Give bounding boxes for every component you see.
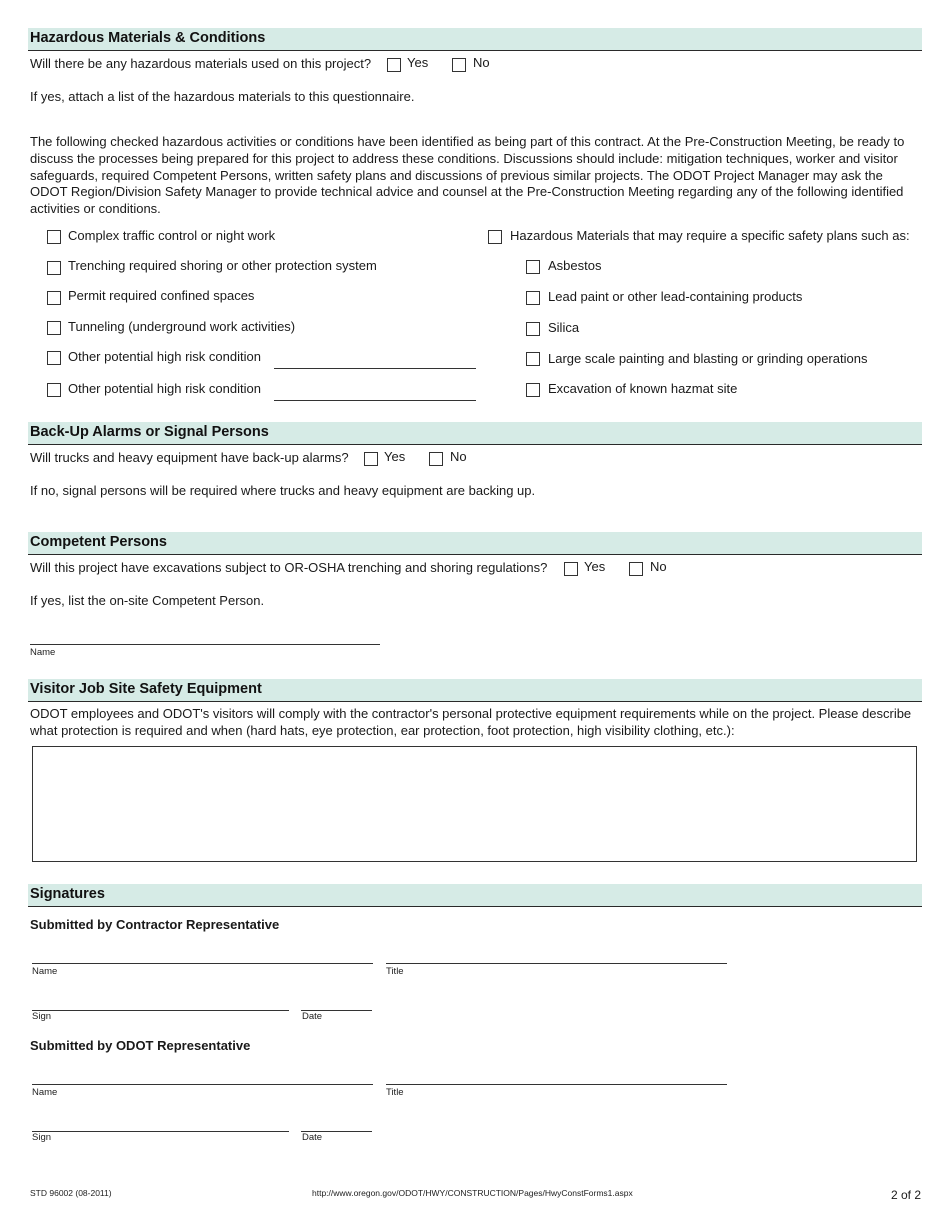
checkbox-silica[interactable] (526, 322, 540, 336)
name-label: Name (32, 1087, 58, 1098)
no-label: No (450, 449, 467, 464)
yes-label: Yes (407, 55, 429, 70)
other-risk-1-input[interactable] (274, 368, 476, 369)
item-label: Other potential high risk condition (68, 381, 261, 396)
name-label: Name (30, 647, 56, 658)
competent-no-checkbox[interactable] (629, 562, 643, 576)
item-label: Permit required confined spaces (68, 288, 255, 303)
yes-label: Yes (584, 559, 606, 574)
item-label: Tunneling (underground work activities) (68, 319, 296, 334)
contractor-name-input[interactable] (32, 963, 373, 964)
odot-sign-input[interactable] (32, 1131, 289, 1132)
item-label: Excavation of known hazmat site (548, 381, 738, 396)
other-risk-2-input[interactable] (274, 400, 476, 401)
odot-rep-title: Submitted by ODOT Representative (30, 1038, 251, 1053)
checkbox-painting-blasting[interactable] (526, 352, 540, 366)
backup-question: Will trucks and heavy equipment have back-up alarms? (30, 450, 349, 465)
hazmat-note: If yes, attach a list of the hazardous materials to this questionnaire. (30, 89, 415, 104)
backup-no-checkbox[interactable] (429, 452, 443, 466)
competent-note: If yes, list the on-site Competent Person. (30, 593, 265, 608)
checkbox-asbestos[interactable] (526, 260, 540, 274)
item-label: Trenching required shoring or other protection system (68, 258, 377, 273)
odot-name-input[interactable] (32, 1084, 373, 1085)
checkbox-confined-spaces[interactable] (47, 291, 61, 305)
contractor-rep-title: Submitted by Contractor Representative (30, 917, 280, 932)
section-title: Visitor Job Site Safety Equipment (30, 681, 262, 697)
section-title: Hazardous Materials & Conditions (30, 30, 266, 46)
item-label: Lead paint or other lead-containing products (548, 289, 803, 304)
title-label: Title (386, 966, 404, 977)
hazmat-yes-checkbox[interactable] (387, 58, 401, 72)
section-header-backup (28, 422, 922, 445)
backup-yes-checkbox[interactable] (364, 452, 378, 466)
competent-yes-checkbox[interactable] (564, 562, 578, 576)
date-label: Date (302, 1132, 323, 1143)
footer-url: http://www.oregon.gov/ODOT/HWY/CONSTRUCTION/Pages/HwyConstForms1.aspx (312, 1188, 633, 1198)
sign-label: Sign (32, 1011, 52, 1022)
section-header-hazmat (28, 28, 922, 51)
form-id: STD 96002 (08-2011) (30, 1188, 112, 1198)
visitor-paragraph: ODOT employees and ODOT's visitors will comply with the contractor's personal protective equipment requirements while on the project. Please describe what protection is required and when (hard hats, eye protection, ear protection, foot protection, high visibility clothing, etc.): (30, 706, 912, 738)
checkbox-other-risk-1[interactable] (47, 351, 61, 365)
checkbox-excavation-hazmat[interactable] (526, 383, 540, 397)
section-header-signatures (28, 884, 922, 907)
no-label: No (650, 559, 667, 574)
section-header-visitor (28, 679, 922, 702)
competent-question: Will this project have excavations subject to OR-OSHA trenching and shoring regulations? (30, 560, 548, 575)
odot-title-input[interactable] (386, 1084, 727, 1085)
item-label: Silica (548, 320, 580, 335)
item-label: Large scale painting and blasting or grinding operations (548, 351, 868, 366)
checkbox-lead-paint[interactable] (526, 291, 540, 305)
item-label: Other potential high risk condition (68, 349, 261, 364)
item-label: Asbestos (548, 258, 602, 273)
backup-note: If no, signal persons will be required where trucks and heavy equipment are backing up. (30, 483, 536, 498)
section-title: Signatures (30, 886, 105, 902)
section-title: Back-Up Alarms or Signal Persons (30, 424, 269, 440)
yes-label: Yes (384, 449, 406, 464)
no-label: No (473, 55, 490, 70)
right-header-label: Hazardous Materials that may require a specific safety plans such as: (510, 228, 910, 243)
title-label: Title (386, 1087, 404, 1098)
competent-name-input[interactable] (30, 644, 380, 645)
checkbox-trenching[interactable] (47, 261, 61, 275)
sign-label: Sign (32, 1132, 52, 1143)
checkbox-hazmat-plans[interactable] (488, 230, 502, 244)
page-number: 2 of 2 (891, 1188, 922, 1202)
name-label: Name (32, 966, 58, 977)
hazmat-paragraph: The following checked hazardous activities or conditions have been identified as being part of this contract. At the Pre-Construction Meeting, be ready to discuss the processes being prepared for this project to address these conditions. Discussions should include: mitigation techniques, worker and visitor safeguards, required Competent Persons, written safety plans and discussions of previous similar projects. The ODOT Project Manager may ask the ODOT Region/Division Safety Manager to provide technical advice and counsel at the Pre-Construction Meeting regarding any of the following identified activities or conditions. (30, 134, 905, 217)
checkbox-traffic-control[interactable] (47, 230, 61, 244)
date-label: Date (302, 1011, 323, 1022)
hazmat-no-checkbox[interactable] (452, 58, 466, 72)
checkbox-tunneling[interactable] (47, 321, 61, 335)
checkbox-other-risk-2[interactable] (47, 383, 61, 397)
contractor-title-input[interactable] (386, 963, 727, 964)
section-header-competent (28, 532, 922, 555)
protection-textarea[interactable] (32, 746, 917, 862)
item-label: Complex traffic control or night work (68, 228, 276, 243)
section-title: Competent Persons (30, 534, 167, 550)
contractor-sign-input[interactable] (32, 1010, 289, 1011)
hazmat-question: Will there be any hazardous materials used on this project? (30, 56, 372, 71)
